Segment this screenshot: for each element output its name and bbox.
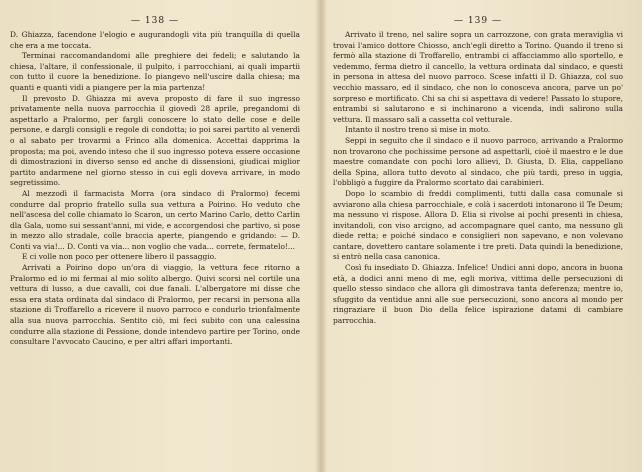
- paragraph: Dopo lo scambio di freddi complimenti, tutti dalla casa comunale si avviarono alla chiesa parrocchiale, e colà i sacerdoti intonarono il Te Deum; ma nessuno vi rispose. Allora D. Elia si rivolse ai pochi presenti in chiesa, invitandoli, con viso arcigno, ad accompagnare quel canto, ma nessuno gli diede retta; e poiché sindaco e consiglieri non sapevano, e non volevano cantare, dovettero cantare solamente i tre preti. Data quindi la benedizione, si entrò nella casa canonica.: [333, 188, 623, 262]
- paragraph: Così fu insediato D. Ghiazza. Infelice! Undici anni dopo, ancora in buona età, a dodici anni meno di me, egli moriva, vittima delle persecuzioni di quello stesso sindaco che allora gli dimostrava tanta deferenza; mentre io, sfuggito da ventidue anni alle sue persecuzioni, sono ancora al mondo per ringraziare il buon Dio della felice ispirazione datami di cambiare parrocchia.: [333, 263, 623, 326]
- paragraph: D. Ghiazza, facendone l'elogio e augurandogli vita più tranquilla di quella che era a me toccata.: [10, 30, 300, 50]
- right-page-text: [333, 30, 623, 327]
- paragraph: Seppi in seguito che il sindaco e il nuovo parroco, arrivando a Pralormo non trovarono che pochissime persone ad aspettarli, cioè il maestro e le due maestre comandate con pochi loro allievi, D. Giusta, D. Elia, cappellano della Spina, allora tutto devoto al sindaco, che più tardi, preso in uggia, l'obbligò a fuggire da Pralormo scortato dai carabinieri.: [333, 135, 623, 188]
- page-number-left: — 138 —: [131, 16, 179, 26]
- paragraph: Arrivati a Poirino dopo un'ora di viaggio, la vettura fece ritorno a Pralormo ed io mi fermai al mio solito albergo. Quivi scorsi nel cortile una vettura di lusso, a due cavalli, coi due fanali. L'albergatore mi disse che essa era stata ordinata dal sindaco di Pralormo, per recarsi in persona alla stazione di Troffarello a ricevere il nuovo parroco e condurlo trionfalmente alla sua nuova parrocchia. Sentito ciò, mi feci subito con una calessina condurre alla stazione di Pessione, donde intendevo partire per Torino, onde consultare l'avvocato Caucino, e per altri affari importanti.: [10, 263, 300, 347]
- paragraph: Al mezzodì il farmacista Morra (ora sindaco di Pralormo) fecemi condurre dal proprio fratello sulla sua vettura a Poirino. Ho veduto che nell'ascesa del colle chiamato lo Scaron, un certo Marino Carlo, detto Carlin dla Gala, uomo sui sessant'anni, mi vide, e accorgendosi che partivo, si pose in mezzo allo stradale, colle braccia aperte, piangendo e gridando: — D. Conti va via!... D. Conti va via... non voglio che vada... correte, fermatelo!...: [10, 188, 300, 251]
- paragraph: Intanto il nostro treno si mise in moto.: [345, 125, 491, 135]
- right-page: [333, 14, 623, 464]
- paragraph: Il prevosto D. Ghiazza mi aveva proposto di fare il suo ingresso privatamente nella nuova parrocchia il giovedì 28 aprile, pregandomi di aspettarlo a Pralormo, per fargli conoscere lo stato delle cose e delle persone, e dargli consigli e regole di condotta; io poi sarei partito al venerdì o al sabato per trovarmi a Frinco alla domenica. Accettai dapprima la proposta; ma poi, avendo inteso che il suo ingresso poteva essere occasione di dimostrazioni in diverso senso ed anche di dissensioni, giudicai miglior partito andarmene nel giorno stesso in cui egli doveva arrivare, in modo segretissimo.: [10, 93, 300, 188]
- left-page: [10, 14, 300, 464]
- paragraph: E ci volle non poco per ottenere libero il passaggio.: [22, 252, 217, 262]
- paragraph: Arrivato il treno, nel salire sopra un carrozzone, con grata meraviglia vi trovai l'amico dottore Chiosso, anch'egli diretto a Torino. Quando il treno si fermò alla stazione di Troffarello, entrambi ci affacciammo allo sportello, e vedemmo, ferma dietro il cancello, la vettura ordinata dal sindaco, e questi in persona in attesa del nuovo parroco. Scese infatti il D. Ghiazza, col suo vecchio massaro, ed il sindaco, che non lo conosceva ancora, parve un po' sorpreso e mortificato. Chi sa chi si aspettava di vedere! Passato lo stupore, entrambi si salutarono e si inchinarono a vicenda, indi salirono sulla vettura. Il massaro salì a cassetta col vetturale.: [333, 30, 623, 124]
- paragraph: Terminai raccomandandomi alle preghiere dei fedeli; e salutando la chiesa, l'altare, il confessionale, il pulpito, i parrocchiani, ai quali impartii con tutto il cuore la benedizione. Io piangevo nell'uscire dalla chiesa; ma quanti e quanti vidi a piangere per la mia partenza!: [10, 51, 300, 92]
- left-page-text: [10, 30, 300, 348]
- page-number-right: — 139 —: [454, 16, 502, 26]
